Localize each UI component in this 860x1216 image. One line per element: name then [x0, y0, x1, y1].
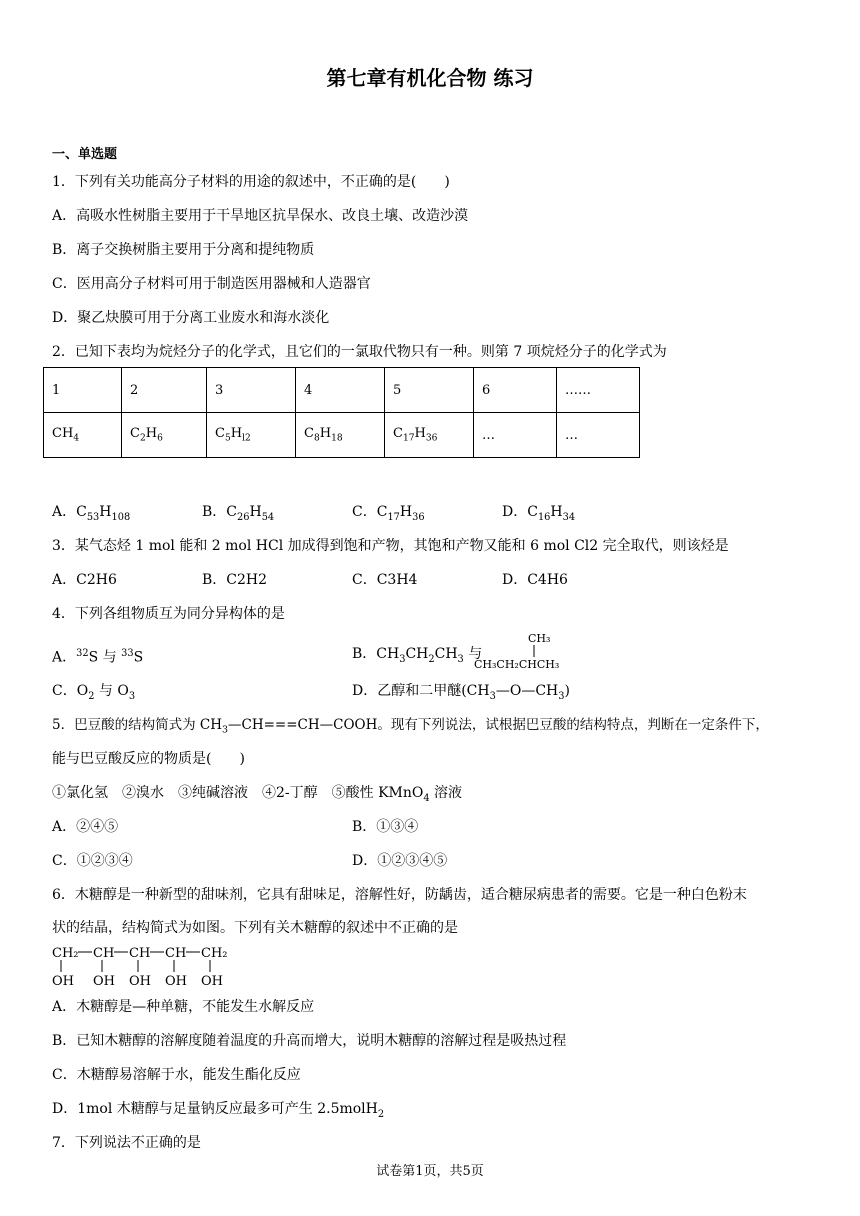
structure-label: OH: [129, 974, 151, 988]
q5-stem-line1: 5．巴豆酸的结构简式为 $CH_3—CH===CH—COOH$。现有下列说法，试根据巴豆酸的结构特点，判断在一定条件下，: [52, 717, 769, 736]
structure-label: CH: [93, 946, 115, 961]
q2-option-d: D．$C_{16}H_{34}$: [502, 504, 576, 523]
q2-stem: 2．已知下表均为烷烃分子的化学式，且它们的一氯取代物只有一种。则第 7 项烷烃分子的化学式为: [52, 344, 667, 360]
table-cell: 6: [474, 368, 557, 413]
q6-option-d: D．1mol 木糖醇与足量钠反应最多可产生 2.5molH$_2$: [52, 1101, 385, 1120]
structure-label: CH: [129, 946, 151, 961]
q3-option-a: A．C2H6: [52, 572, 117, 588]
structure-label: OH: [93, 974, 115, 988]
structure-label: CH: [165, 946, 187, 961]
q4-stem: 4．下列各组物质互为同分异构体的是: [52, 606, 285, 622]
q4-option-a: A．$^{32}$S 与 $^{33}$S: [52, 648, 144, 666]
structure-label: OH: [165, 974, 187, 988]
q6-option-a: A．木糖醇是—种单糖，不能发生水解反应: [52, 999, 315, 1015]
q1-option-b: B．离子交换树脂主要用于分离和提纯物质: [52, 242, 315, 258]
structure-label: CH₂: [52, 946, 79, 961]
structure-label: CH₃: [528, 632, 551, 645]
q6-xylitol-structure: [52, 942, 232, 988]
table-row: [44, 413, 640, 458]
q4-option-d: D．乙醇和二甲醚$(CH_3—O—CH_3)$: [352, 683, 570, 702]
page-title: 第七章有机化合物 练习: [326, 66, 534, 90]
q3-option-b: B．C2H2: [202, 572, 268, 588]
q3-option-c: C．C3H4: [352, 572, 418, 588]
q1-option-d: D．聚乙炔膜可用于分离工业废水和海水淡化: [52, 310, 330, 326]
q5-option-a: A．②④⑤: [52, 819, 119, 835]
section-heading: 一、单选题: [52, 147, 118, 162]
q6-option-c: C．木糖醇易溶解于水，能发生酯化反应: [52, 1067, 301, 1083]
structure-label: CH₂: [201, 946, 228, 961]
q1-option-a: A．高吸水性树脂主要用于干旱地区抗旱保水、改良土壤、改造沙漠: [52, 208, 469, 224]
table-cell: $C_8H_{18}$: [296, 413, 385, 458]
table-cell: 4: [296, 368, 385, 413]
page-footer: 试卷第1页，共5页: [376, 1164, 484, 1179]
q5-items: ①氯化氢 ②溴水 ③纯碱溶液 ④2-丁醇 ⑤酸性 KMnO$_4$ 溶液: [52, 785, 463, 804]
q1-option-c: C．医用高分子材料可用于制造医用器械和人造器官: [52, 276, 371, 292]
q2-table: [43, 367, 640, 458]
table-cell: 5: [385, 368, 474, 413]
structure-label: OH: [52, 974, 74, 988]
q5-option-b: B．①③④: [352, 819, 419, 835]
table-cell: $C_{17}H_{36}$: [385, 413, 474, 458]
table-cell: ……: [557, 368, 640, 413]
table-row: [44, 368, 640, 413]
table-cell: $C_5H_{l2}$: [207, 413, 296, 458]
q2-option-c: C．$C_{17}H_{36}$: [352, 504, 425, 523]
q7-stem: 7．下列说法不正确的是: [52, 1135, 201, 1151]
table-cell: 1: [44, 368, 122, 413]
table-cell: $C_2H_6$: [122, 413, 207, 458]
q4-b-structure: [472, 628, 582, 674]
table-cell: 2: [122, 368, 207, 413]
q5-stem-line2: 能与巴豆酸反应的物质是( ): [52, 751, 245, 767]
q5-option-d: D．①②③④⑤: [352, 853, 448, 869]
q4-option-c: C．$O_2$ 与 $O_3$: [52, 683, 136, 702]
q6-option-b: B．已知木糖醇的溶解度随着温度的升高而增大，说明木糖醇的溶解过程是吸热过程: [52, 1033, 567, 1049]
q2-option-a: A．$C_{53}H_{108}$: [52, 504, 131, 523]
q5-option-c: C．①②③④: [52, 853, 133, 869]
table-cell: $CH_4$: [44, 413, 122, 458]
q3-stem: 3．某气态烃 1 mol 能和 2 mol HCl 加成得到饱和产物，其饱和产物又能和 6 mol Cl2 完全取代，则该烃是: [52, 538, 729, 554]
q3-option-d: D．C4H6: [502, 572, 568, 588]
table-cell: …: [474, 413, 557, 458]
structure-label: OH: [201, 974, 223, 988]
structure-label: CH₃CH₂CHCH₃: [474, 658, 560, 671]
table-cell: 3: [207, 368, 296, 413]
q1-stem: 1．下列有关功能高分子材料的用途的叙述中，不正确的是( ): [52, 174, 450, 190]
q4-option-b: B．$CH_3CH_2CH_3$ 与: [352, 646, 483, 665]
q6-stem-line1: 6．木糖醇是一种新型的甜味剂，它具有甜味足，溶解性好，防龋齿，适合糖尿病患者的需要。它是一种白色粉末: [52, 887, 747, 903]
q6-stem-line2: 状的结晶，结构简式为如图。下列有关木糖醇的叙述中不正确的是: [52, 920, 458, 936]
q2-option-b: B．$C_{26}H_{54}$: [202, 504, 275, 523]
table-cell: …: [557, 413, 640, 458]
